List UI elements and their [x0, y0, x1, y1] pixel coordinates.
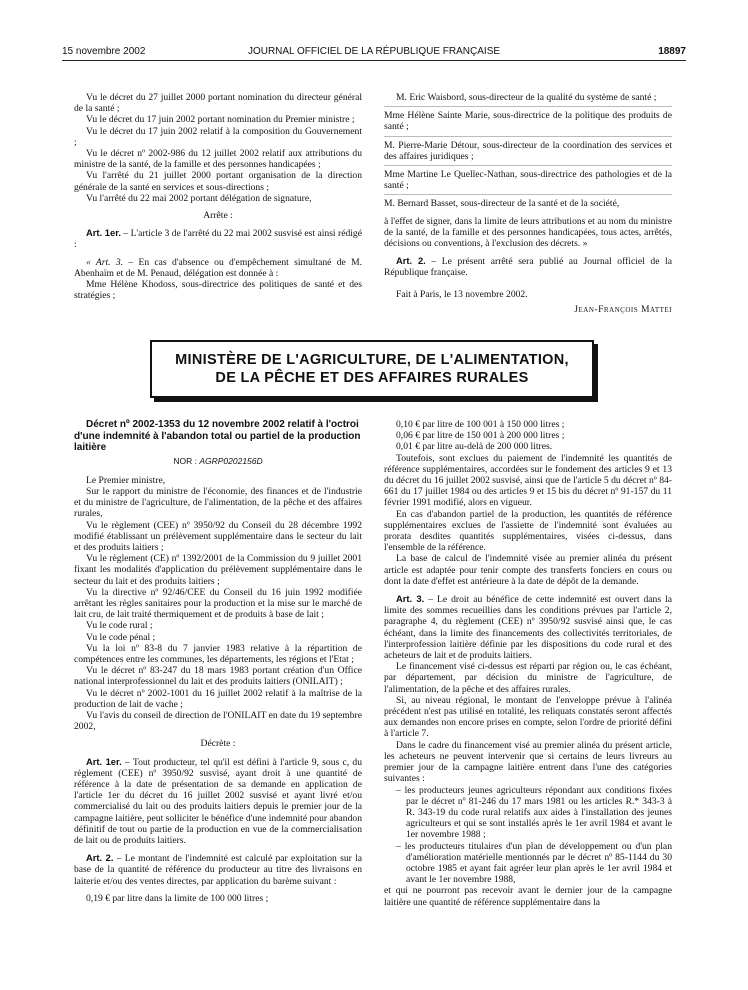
journal-title: JOURNAL OFFICIEL DE LA RÉPUBLIQUE FRANÇAISE	[247, 46, 501, 57]
bareme-line: 0,06 € par litre de 150 001 à 200 000 litres ;	[396, 430, 565, 442]
visa-paragraph: Vu l'arrêté du 22 mai 2002 portant délégation de signature,	[86, 192, 312, 204]
article-label: Art. 2.	[396, 255, 426, 267]
signing-place-date: Fait à Paris, le 13 novembre 2002.	[396, 288, 528, 300]
page-number: 18897	[658, 46, 686, 57]
visa-paragraph: Sur le rapport du ministre de l'économie, des finances et de l'industrie et du ministre de l'agriculture, de l'alimentation, de la pêche et des affaires rurales,	[74, 485, 362, 520]
visa-paragraph: Vu la loi nº 83-8 du 7 janvier 1983 relative à la répartition de compétences entre les communes, les départements, les régions et l'Etat ;	[74, 642, 362, 665]
decree-left-column	[74, 419, 362, 904]
visa-paragraph: Vu le décret nº 83-247 du 18 mars 1983 portant création d'un Office national interprofessionnel du lait et des produits laitiers (ONILAIT) ;	[74, 665, 362, 688]
body-paragraph: Dans le cadre du financement visé au premier alinéa du présent article, les acheteurs ne peuvent intervenir que si certains de leurs livreurs au premier jour de la campagne laitière entrent dans l'une des catégories suivantes :	[384, 739, 672, 785]
bareme-line: 0,10 € par litre de 100 001 à 150 000 litres ;	[396, 419, 565, 430]
arrete-heading: Arrête :	[203, 210, 233, 222]
article-1	[74, 756, 362, 847]
article-text: – En cas d'absence ou d'empêchement simultané de M. Abenhaïm et de M. Penaud, délégation est donnée à :	[74, 256, 362, 279]
visa-paragraph: Vu le décret du 17 juin 2002 relatif à la composition du Gouvernement ;	[74, 125, 362, 148]
delegate-entry: Mme Hélène Khodoss, sous-directrice des politiques de santé et des stratégies ;	[74, 279, 362, 302]
body-paragraph: Toutefois, sont exclues du paiement de l'indemnité les quantités de référence supplémentaires, accordées sur le fondement des articles 9 et 13 du décret du 16 juillet 2002 susvisé, ainsi que de l'article 5 du décret nº 84-661 du 17 juillet 1984 ou des articles 9 et 15 bis du décret nº 91-157 du 11 février 1991 modifié, alors en vigueur.	[384, 452, 672, 509]
bareme-line: 0,01 € par litre au-delà de 200 000 litres.	[396, 441, 553, 453]
body-paragraph: Si, au niveau régional, le montant de l'enveloppe prévue à l'alinéa précédent n'est pas utilisé en totalité, les reliquats constatés seront affectés aux demandes non encore prises en compte, selon l'ordre de priorité défini à l'article 7.	[384, 694, 672, 740]
quoted-article-3	[74, 257, 362, 279]
previous-decree-right-column	[384, 92, 672, 315]
visa-paragraph: Vu le règlement (CE) nº 1392/2001 de la Commission du 9 juillet 2001 fixant les modalités d'application du prélèvement supplémentaire dans le secteur du lait et des produits laitiers ;	[74, 553, 362, 587]
article-label: Art. 3.	[396, 593, 425, 605]
category-item: – les producteurs titulaires d'un plan de développement ou d'un plan d'amélioration matérielle mentionnés par le décret nº 85-1144 du 30 octobre 1985 et ayant fait agréer leur plan après le 1er avril 1984 et avant le 1er novembre 1988,	[396, 841, 672, 886]
category-list	[384, 785, 672, 886]
article-1	[74, 227, 362, 250]
delegate-entry: Mme Hélène Sainte Marie, sous-directrice de la politique des produits de santé ;	[384, 106, 672, 132]
issue-date: 15 novembre 2002	[62, 46, 146, 57]
visa-paragraph: Vu le décret nº 2002-986 du 12 juillet 2002 relatif aux attributions du ministre de la santé, de la famille et des personnes handicapées ;	[74, 148, 362, 171]
body-paragraph: Le financement visé ci-dessus est réparti par région ou, le cas échéant, par département, par décision du ministre de l'agriculture, de l'alimentation, de la pêche et des affaires rurales.	[384, 661, 672, 695]
category-item: – les producteurs jeunes agriculteurs répondant aux conditions fixées par le décret nº 81-246 du 17 mars 1981 ou les articles R.* 343-3 à R. 343-19 du code rural relatifs aux aides à l'installation des jeunes agriculteurs et qui se sont installés après le 1er avril 1984 et avant le 1er novembre 1988 ;	[396, 785, 672, 841]
article-3	[384, 593, 672, 661]
visa-paragraph: Vu le code pénal ;	[86, 631, 156, 643]
body-paragraph: La base de calcul de l'indemnité visée au premier alinéa du présent article est adaptée pour tenir compte des transferts fonciers en cours ou dont la date d'effet est antérieure à la date de dépôt de la demande.	[384, 553, 672, 587]
visa-paragraph: Vu le décret du 27 juillet 2000 portant nomination du directeur général de la santé ;	[74, 92, 362, 115]
visa-paragraph: Vu le règlement (CEE) nº 3950/92 du Conseil du 28 décembre 1992 modifié établissant un prélèvement supplémentaire dans le secteur du lait et des produits laitiers ;	[74, 519, 362, 553]
article-label: Art. 2.	[86, 852, 114, 864]
visa-paragraph: Vu l'avis du conseil de direction de l'ONILAIT en date du 19 septembre 2002,	[74, 709, 362, 733]
decree-intro: Le Premier ministre,	[86, 474, 166, 486]
article-2	[384, 255, 672, 278]
nor-reference	[74, 456, 362, 467]
article-text: – L'article 3 de l'arrêté du 22 mai 2002 susvisé est ainsi rédigé :	[74, 228, 362, 251]
article-text: – Le droit au bénéfice de cette indemnité est ouvert dans la limite des sommes recueillies dans les conditions prévues par l'article 2, paragraphe 4, du règlement (CEE) nº 3950/92 susvisé ainsi que, le cas échéant, dans la limite des financements des collectivités territoriales, de l'interprofession laitière définie par les dispositions du code rural et des acheteurs de lait et de produits laitiers.	[384, 594, 673, 662]
article-text: – Le montant de l'indemnité est calculé par exploitation sur la base de la quantité de référence du producteur au titre des livraisons en laiterie et/ou des ventes directes, par application du barème suivant :	[74, 853, 362, 887]
visa-paragraph: Vu le décret du 17 juin 2002 portant nomination du Premier ministre ;	[86, 114, 355, 126]
article-label: Art. 1er.	[86, 227, 121, 239]
visa-paragraph: Vu le décret nº 2002-1001 du 16 juillet 2002 relatif à la maîtrise de la production de lait de vache ;	[74, 687, 362, 710]
article-2	[74, 852, 362, 887]
ministry-heading-line: DE LA PÊCHE ET DES AFFAIRES RURALES	[215, 370, 529, 386]
article-label: « Art. 3.	[86, 256, 124, 268]
body-paragraph: En cas d'abandon partiel de la production, les quantités de référence supplémentaires exclues de l'assiette de l'indemnité sont évaluées au prorata desdites quantités supplémentaires, visées ci-dessus, dans l'ensemble de la référence.	[384, 508, 672, 554]
decrete-heading: Décrète :	[200, 738, 236, 750]
signature: Jean-François Mattei	[574, 303, 672, 315]
delegate-entry: M. Bernard Basset, sous-directeur de la santé et de la société,	[384, 194, 672, 209]
page-header	[62, 44, 686, 61]
delegate-entry: M. Pierre-Marie Détour, sous-directeur de la coordination des services et des affaires juridiques ;	[384, 136, 672, 162]
previous-decree-left-column	[74, 92, 362, 301]
delegation-closing: à l'effet de signer, dans la limite de leurs attributions et au nom du ministre de la santé, de la famille et des personnes handicapées, tous actes, arrêtés, décisions ou conventions, à l'exclusion des décrets. »	[384, 215, 672, 250]
article-label: Art. 1er.	[86, 755, 122, 767]
visa-paragraph: Vu le code rural ;	[86, 620, 153, 632]
nor-prefix: NOR :	[173, 455, 200, 466]
bareme-line: 0,19 € par litre dans la limite de 100 000 litres ;	[86, 892, 269, 904]
ministry-heading	[150, 340, 594, 398]
visa-paragraph: Vu la directive nº 92/46/CEE du Conseil du 16 juin 1992 modifiée arrêtant les règles sanitaires pour la production et la mise sur le marché de lait cru, de lait traité thermiquement et de produits à base de lait ;	[74, 586, 362, 621]
nor-code: AGRP0202156D	[199, 455, 263, 466]
decree-right-column	[384, 419, 672, 908]
article-text: – Le présent arrêté sera publié au Journal officiel de la République française.	[384, 256, 672, 279]
delegate-entry: Mme Martine Le Quellec-Nathan, sous-directrice des pathologies et de la santé ;	[384, 165, 672, 191]
article-text: – Tout producteur, tel qu'il est défini à l'article 9, sous c, du règlement (CEE) nº 3950/92 susvisé, ayant droit à une quantité de référence à la date de présentation de sa demande en application de l'article 1er du décret du 16 juillet 2002 susvisé et ayant livré et/ou commercialisé du lait ou des produits laitiers depuis le premier jour de la campagne laitière, peut solliciter le bénéfice d'une indemnité pour abandon définitif de tout ou partie de la production en vue de la commercialisation de lait ou de produits laitiers.	[74, 756, 362, 846]
visa-paragraph: Vu l'arrêté du 21 juillet 2000 portant organisation de la direction générale de la santé en services et sous-directions ;	[74, 170, 362, 193]
delegate-entry: M. Eric Waisbord, sous-directeur de la qualité du système de santé ;	[396, 92, 657, 103]
decree-title: Décret nº 2002-1353 du 12 novembre 2002 relatif à l'octroi d'une indemnité à l'abandon total ou partiel de la production laitière	[74, 419, 361, 453]
ministry-heading-line: MINISTÈRE DE L'AGRICULTURE, DE L'ALIMENTATION,	[175, 352, 569, 368]
closing-paragraph: et qui ne pourront pas recevoir avant le dernier jour de la campagne laitière une quantité de référence supplémentaire dans la	[384, 885, 672, 908]
